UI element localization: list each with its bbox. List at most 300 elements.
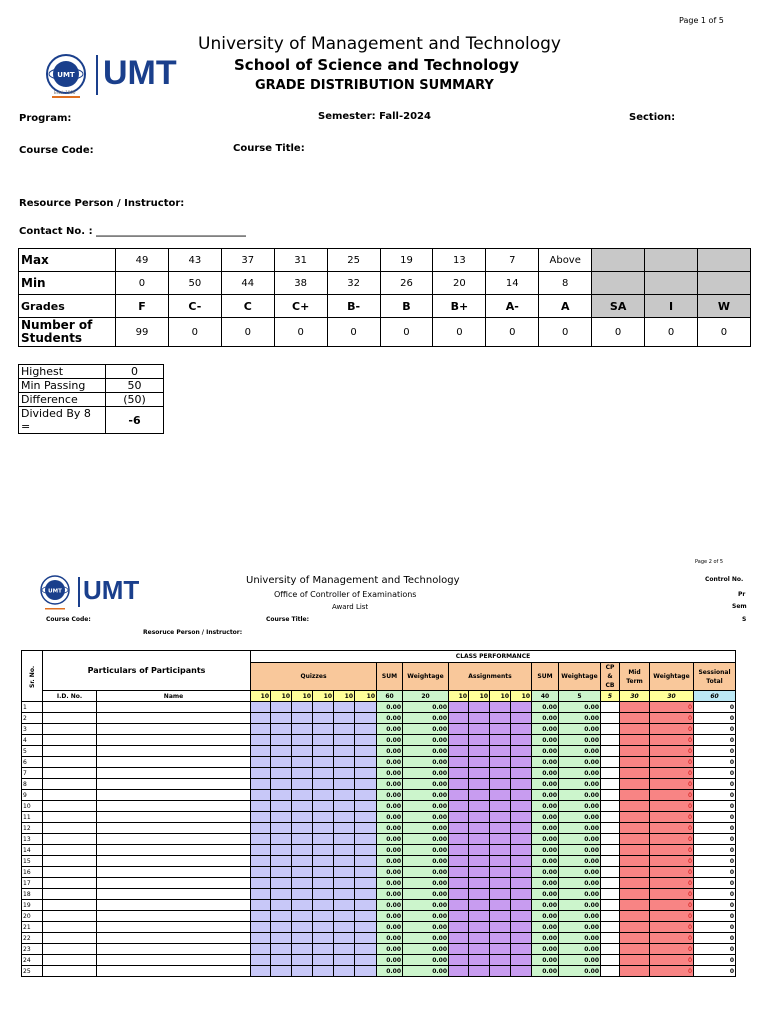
- mid-weight-cell: 0: [650, 955, 694, 966]
- assign-cell: [469, 768, 490, 779]
- page1-number: Page 1 of 5: [679, 16, 724, 25]
- students-row: [19, 318, 751, 347]
- mid-weight-cell: 0: [650, 724, 694, 735]
- quiz-cell: [271, 878, 292, 889]
- cp-cell: [601, 702, 620, 713]
- sr-no-cell: 1: [22, 702, 43, 713]
- quiz-sum-cell: 0.00: [377, 768, 403, 779]
- quiz-cell: [251, 702, 271, 713]
- assign-cell: [449, 801, 469, 812]
- sr-no-cell: 19: [22, 900, 43, 911]
- id-cell: [43, 911, 97, 922]
- grade-cell: W: [697, 295, 750, 318]
- cp-cell: [601, 823, 620, 834]
- grade-cell: B-: [327, 295, 380, 318]
- assign-max: 10: [490, 691, 511, 702]
- quiz-max: 10: [271, 691, 292, 702]
- quiz-cell: [251, 856, 271, 867]
- quiz-cell: [334, 823, 355, 834]
- name-cell: [97, 856, 251, 867]
- assign-cell: [490, 746, 511, 757]
- assign-sum-cell: 0.00: [532, 944, 559, 955]
- assign-cell: [449, 812, 469, 823]
- grade-cell: SA: [592, 295, 645, 318]
- cp-cell: [601, 922, 620, 933]
- quiz-cell: [251, 779, 271, 790]
- assign-weight-cell: 0.00: [559, 779, 601, 790]
- quiz-cell: [251, 867, 271, 878]
- table-row: [22, 933, 736, 944]
- quiz-cell: [292, 933, 313, 944]
- quiz-cell: [334, 746, 355, 757]
- quiz-weight-max: 20: [403, 691, 449, 702]
- name-cell: [97, 955, 251, 966]
- quiz-cell: [292, 823, 313, 834]
- min-cell: 44: [221, 272, 274, 295]
- assign-sum-cell: 0.00: [532, 768, 559, 779]
- quiz-cell: [355, 702, 377, 713]
- assign-cell: [511, 933, 532, 944]
- assign-cell: [449, 724, 469, 735]
- name-cell: [97, 735, 251, 746]
- id-cell: [43, 933, 97, 944]
- quiz-sum-cell: 0.00: [377, 735, 403, 746]
- quiz-cell: [271, 966, 292, 977]
- assign-cell: [511, 735, 532, 746]
- assign-cell: [449, 867, 469, 878]
- quiz-cell: [355, 746, 377, 757]
- contact-label: Contact No. : ______________________________: [19, 226, 247, 237]
- assign-cell: [469, 966, 490, 977]
- quiz-weight-cell: 0.00: [403, 702, 449, 713]
- quiz-cell: [313, 823, 334, 834]
- section-label: Section:: [629, 112, 676, 123]
- sr-no-cell: 7: [22, 768, 43, 779]
- assign-cell: [490, 724, 511, 735]
- sr-no-cell: 13: [22, 834, 43, 845]
- sr-no-cell: 6: [22, 757, 43, 768]
- table-row: [22, 702, 736, 713]
- quiz-sum-cell: 0.00: [377, 746, 403, 757]
- quiz-sum-cell: 0.00: [377, 856, 403, 867]
- quiz-cell: [292, 845, 313, 856]
- quiz-cell: [334, 856, 355, 867]
- mid-cell: [620, 867, 650, 878]
- max-cell: 19: [380, 249, 433, 272]
- assign-sum-cell: 0.00: [532, 922, 559, 933]
- quiz-cell: [271, 856, 292, 867]
- table-row: [22, 944, 736, 955]
- quiz-cell: [334, 944, 355, 955]
- mid-weight-cell: 0: [650, 823, 694, 834]
- cp-cell: [601, 845, 620, 856]
- assign-sum-cell: 0.00: [532, 812, 559, 823]
- assign-cell: [449, 878, 469, 889]
- quiz-cell: [271, 889, 292, 900]
- quiz-sum-cell: 0.00: [377, 790, 403, 801]
- quiz-cell: [313, 724, 334, 735]
- id-cell: [43, 735, 97, 746]
- grade-cell: C+: [274, 295, 327, 318]
- quiz-cell: [271, 933, 292, 944]
- id-cell: [43, 955, 97, 966]
- assign-weight-max: 5: [559, 691, 601, 702]
- total-cell: 0: [694, 746, 736, 757]
- name-cell: [97, 878, 251, 889]
- mid-cell: [620, 790, 650, 801]
- assign-weight-cell: 0.00: [559, 889, 601, 900]
- max-cell: 49: [116, 249, 169, 272]
- quiz-sum-cell: 0.00: [377, 922, 403, 933]
- total-cell: 0: [694, 779, 736, 790]
- quiz-cell: [334, 922, 355, 933]
- quiz-cell: [271, 900, 292, 911]
- assign-cell: [511, 955, 532, 966]
- quiz-cell: [251, 823, 271, 834]
- sr-no-cell: 14: [22, 845, 43, 856]
- quiz-cell: [334, 933, 355, 944]
- quiz-cell: [292, 702, 313, 713]
- quiz-cell: [334, 834, 355, 845]
- assign-cell: [490, 900, 511, 911]
- table-row: [22, 867, 736, 878]
- mid-cell: [620, 702, 650, 713]
- assign-sum-cell: 0.00: [532, 801, 559, 812]
- award-list-table: [21, 650, 736, 977]
- quiz-weight-cell: 0.00: [403, 834, 449, 845]
- cp-cell: [601, 900, 620, 911]
- quiz-max: 10: [313, 691, 334, 702]
- quiz-weight-cell: 0.00: [403, 823, 449, 834]
- mid-weight-cell: 0: [650, 911, 694, 922]
- assign-sum-cell: 0.00: [532, 856, 559, 867]
- cp-cell: [601, 713, 620, 724]
- assign-cell: [490, 801, 511, 812]
- table-row: [22, 911, 736, 922]
- name-cell: [97, 845, 251, 856]
- assign-weight-cell: 0.00: [559, 944, 601, 955]
- assign-cell: [469, 845, 490, 856]
- quiz-sum-cell: 0.00: [377, 834, 403, 845]
- quiz-sum-cell: 0.00: [377, 757, 403, 768]
- id-cell: [43, 724, 97, 735]
- quiz-sum-cell: 0.00: [377, 779, 403, 790]
- id-cell: [43, 801, 97, 812]
- quiz-cell: [313, 757, 334, 768]
- assign-sum-cell: 0.00: [532, 779, 559, 790]
- mid-cell: [620, 768, 650, 779]
- id-cell: [43, 856, 97, 867]
- mid-cell: [620, 944, 650, 955]
- id-cell: [43, 922, 97, 933]
- empty-cell: [645, 249, 698, 272]
- quiz-cell: [355, 955, 377, 966]
- table-row: [22, 768, 736, 779]
- quiz-cell: [313, 812, 334, 823]
- quiz-cell: [292, 735, 313, 746]
- mid-weight-cell: 0: [650, 713, 694, 724]
- sr-no-cell: 18: [22, 889, 43, 900]
- quiz-cell: [355, 768, 377, 779]
- grade-cell: B: [380, 295, 433, 318]
- assign-cell: [469, 713, 490, 724]
- sr-no-cell: 15: [22, 856, 43, 867]
- assign-sum-cell: 0.00: [532, 911, 559, 922]
- assign-cell: [511, 768, 532, 779]
- mid-weight-cell: 0: [650, 845, 694, 856]
- quiz-cell: [355, 922, 377, 933]
- sr-no-cell: 3: [22, 724, 43, 735]
- mid-weight-cell: 0: [650, 834, 694, 845]
- quiz-weight-header: Weightage: [403, 663, 449, 691]
- university-name: University of Management and Technology: [198, 34, 561, 54]
- p2-list-title: Award List: [332, 603, 369, 611]
- min-cell: 38: [274, 272, 327, 295]
- quiz-cell: [292, 911, 313, 922]
- quiz-cell: [334, 757, 355, 768]
- assign-cell: [449, 834, 469, 845]
- name-cell: [97, 823, 251, 834]
- quiz-cell: [251, 801, 271, 812]
- assign-cell: [469, 944, 490, 955]
- p2-control-label: Control No.: [705, 576, 744, 583]
- quiz-weight-cell: 0.00: [403, 933, 449, 944]
- table-row: [22, 779, 736, 790]
- quiz-cell: [251, 966, 271, 977]
- page2-number: Page 2 of 5: [695, 559, 724, 565]
- name-cell: [97, 834, 251, 845]
- report-title: GRADE DISTRIBUTION SUMMARY: [255, 78, 494, 93]
- assign-cell: [511, 856, 532, 867]
- min-cell: 0: [116, 272, 169, 295]
- total-cell: 0: [694, 867, 736, 878]
- mid-cell: [620, 823, 650, 834]
- students-cell: 0: [168, 318, 221, 347]
- stat-value: -6: [106, 407, 164, 434]
- quiz-weight-cell: 0.00: [403, 735, 449, 746]
- assign-weight-cell: 0.00: [559, 801, 601, 812]
- mid-weight-cell: 0: [650, 922, 694, 933]
- p2-course-title-label: Course Title:: [266, 616, 310, 623]
- stat-label: Divided By 8 =: [19, 407, 106, 434]
- mid-cell: [620, 845, 650, 856]
- stat-value: (50): [106, 393, 164, 407]
- mid-cell: [620, 746, 650, 757]
- assign-weight-cell: 0.00: [559, 724, 601, 735]
- cp-cb-header: CP & CB: [601, 663, 620, 691]
- assign-cell: [511, 878, 532, 889]
- cp-cell: [601, 735, 620, 746]
- assign-cell: [469, 779, 490, 790]
- min-cell: 26: [380, 272, 433, 295]
- mid-weight-cell: 0: [650, 966, 694, 977]
- mid-weight-cell: 0: [650, 746, 694, 757]
- name-cell: [97, 933, 251, 944]
- quiz-sum-cell: 0.00: [377, 867, 403, 878]
- quiz-cell: [355, 966, 377, 977]
- assign-cell: [511, 944, 532, 955]
- quiz-weight-cell: 0.00: [403, 768, 449, 779]
- quiz-cell: [313, 911, 334, 922]
- id-cell: [43, 768, 97, 779]
- cp-cell: [601, 812, 620, 823]
- quiz-sum-cell: 0.00: [377, 933, 403, 944]
- assign-cell: [490, 889, 511, 900]
- mid-cell: [620, 889, 650, 900]
- mid-cell: [620, 757, 650, 768]
- quiz-cell: [271, 845, 292, 856]
- quiz-cell: [334, 966, 355, 977]
- quiz-cell: [292, 878, 313, 889]
- quiz-cell: [313, 944, 334, 955]
- table-row: [22, 790, 736, 801]
- sr-no-cell: 24: [22, 955, 43, 966]
- name-cell: [97, 713, 251, 724]
- assign-cell: [449, 856, 469, 867]
- table-row: [22, 856, 736, 867]
- assign-cell: [511, 812, 532, 823]
- assign-weight-cell: 0.00: [559, 900, 601, 911]
- quiz-max: 10: [251, 691, 271, 702]
- quiz-cell: [251, 812, 271, 823]
- class-performance-header: CLASS PERFORMANCE: [251, 651, 736, 663]
- assign-cell: [511, 790, 532, 801]
- quiz-cell: [355, 845, 377, 856]
- quiz-sum-cell: 0.00: [377, 801, 403, 812]
- assign-sum-cell: 0.00: [532, 845, 559, 856]
- quiz-cell: [292, 812, 313, 823]
- assign-cell: [490, 856, 511, 867]
- name-cell: [97, 757, 251, 768]
- quiz-cell: [334, 845, 355, 856]
- umt-seal-icon-small: [36, 574, 80, 614]
- name-cell: [97, 790, 251, 801]
- quiz-cell: [355, 911, 377, 922]
- quiz-cell: [292, 922, 313, 933]
- total-cell: 0: [694, 922, 736, 933]
- assign-sum-cell: 0.00: [532, 823, 559, 834]
- quiz-cell: [334, 702, 355, 713]
- quiz-cell: [313, 900, 334, 911]
- quiz-cell: [313, 955, 334, 966]
- cp-cell: [601, 757, 620, 768]
- mid-weight-cell: 0: [650, 790, 694, 801]
- name-cell: [97, 889, 251, 900]
- quiz-cell: [292, 889, 313, 900]
- assign-cell: [449, 702, 469, 713]
- assign-cell: [490, 944, 511, 955]
- assign-cell: [469, 911, 490, 922]
- assign-sum-header: SUM: [532, 663, 559, 691]
- total-cell: 0: [694, 823, 736, 834]
- quiz-weight-cell: 0.00: [403, 944, 449, 955]
- quiz-cell: [355, 713, 377, 724]
- assignments-header: Assignments: [449, 663, 532, 691]
- assign-cell: [490, 768, 511, 779]
- quiz-cell: [355, 812, 377, 823]
- assign-cell: [490, 911, 511, 922]
- grade-distribution-table: [18, 248, 751, 347]
- assign-cell: [469, 746, 490, 757]
- assign-cell: [449, 746, 469, 757]
- assign-sum-max: 40: [532, 691, 559, 702]
- quiz-cell: [292, 867, 313, 878]
- logo-wordmark: UMT: [103, 54, 177, 92]
- cp-cell: [601, 911, 620, 922]
- mid-weight-cell: 0: [650, 779, 694, 790]
- sr-no-cell: 12: [22, 823, 43, 834]
- cp-cell: [601, 933, 620, 944]
- cp-cell: [601, 878, 620, 889]
- quiz-sum-cell: 0.00: [377, 955, 403, 966]
- quiz-cell: [251, 768, 271, 779]
- assign-cell: [490, 702, 511, 713]
- quiz-sum-cell: 0.00: [377, 845, 403, 856]
- assign-weight-cell: 0.00: [559, 845, 601, 856]
- assign-weight-cell: 0.00: [559, 735, 601, 746]
- quiz-weight-cell: 0.00: [403, 955, 449, 966]
- grade-cell: I: [645, 295, 698, 318]
- quiz-cell: [251, 878, 271, 889]
- quiz-cell: [334, 713, 355, 724]
- quizzes-header: Quizzes: [251, 663, 377, 691]
- p2-s-label: S: [742, 616, 747, 623]
- quiz-cell: [251, 724, 271, 735]
- stat-label: Highest: [19, 365, 106, 379]
- students-cell: 0: [433, 318, 486, 347]
- logo-wordmark-small: UMT: [83, 575, 140, 605]
- table-row: [22, 834, 736, 845]
- quiz-weight-cell: 0.00: [403, 922, 449, 933]
- name-cell: [97, 801, 251, 812]
- quiz-sum-cell: 0.00: [377, 812, 403, 823]
- assign-cell: [449, 944, 469, 955]
- name-cell: [97, 724, 251, 735]
- total-cell: 0: [694, 944, 736, 955]
- p2-office: Office of Controller of Examinations: [274, 590, 417, 599]
- quiz-cell: [334, 768, 355, 779]
- assign-max: 10: [511, 691, 532, 702]
- grade-cell: F: [116, 295, 169, 318]
- quiz-cell: [292, 966, 313, 977]
- quiz-weight-cell: 0.00: [403, 812, 449, 823]
- id-no-header: I.D. No.: [43, 691, 97, 702]
- assign-cell: [449, 757, 469, 768]
- quiz-sum-cell: 0.00: [377, 702, 403, 713]
- cp-max: 5: [601, 691, 620, 702]
- mid-cell: [620, 878, 650, 889]
- assign-weight-cell: 0.00: [559, 878, 601, 889]
- assign-cell: [511, 966, 532, 977]
- max-cell: 7: [486, 249, 539, 272]
- assign-cell: [511, 867, 532, 878]
- quiz-cell: [355, 878, 377, 889]
- assign-max: 10: [449, 691, 469, 702]
- assign-sum-cell: 0.00: [532, 867, 559, 878]
- total-cell: 0: [694, 834, 736, 845]
- total-cell: 0: [694, 911, 736, 922]
- sr-no-cell: 5: [22, 746, 43, 757]
- quiz-cell: [271, 955, 292, 966]
- assign-cell: [449, 790, 469, 801]
- assign-cell: [469, 955, 490, 966]
- quiz-cell: [313, 801, 334, 812]
- quiz-cell: [292, 790, 313, 801]
- assign-max: 10: [469, 691, 490, 702]
- quiz-cell: [292, 955, 313, 966]
- quiz-cell: [334, 801, 355, 812]
- total-cell: 0: [694, 955, 736, 966]
